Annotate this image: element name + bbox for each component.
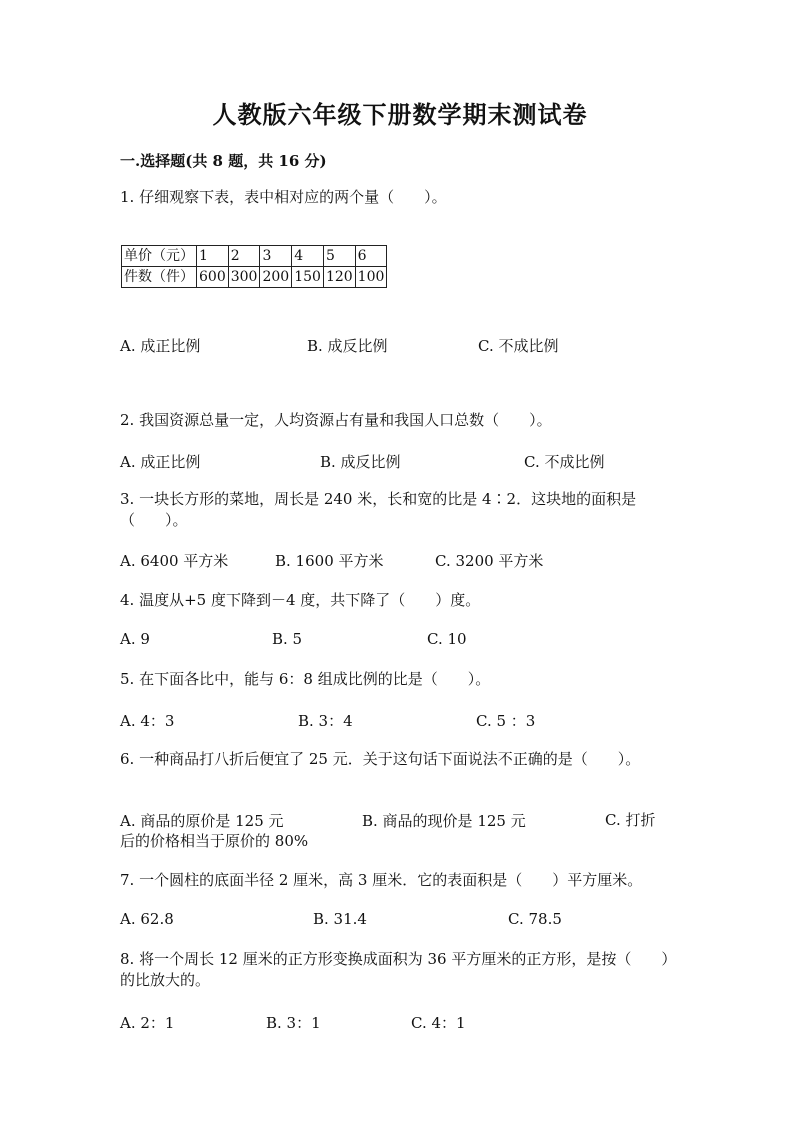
question-3: 3. 一块长方形的菜地，周长是 240 米，长和宽的比是 4∶2．这块地的面积是（ ）。 — [120, 490, 637, 529]
table-cell: 100 — [355, 267, 387, 288]
option-a: A. 商品的原价是 125 元 — [120, 812, 284, 830]
table-cell: 300 — [228, 267, 260, 288]
table-cell: 600 — [197, 267, 229, 288]
table-cell: 4 — [292, 246, 324, 267]
option-c: C. 78.5 — [508, 910, 562, 928]
question-8: 8. 将一个周长 12 厘米的正方形变换成面积为 36 平方厘米的正方形，是按（ ）的比放大的。 — [120, 950, 677, 989]
price-quantity-table — [121, 245, 387, 288]
option-b: B. 成反比例 — [307, 337, 388, 355]
question-6: 6. 一种商品打八折后便宜了 25 元．关于这句话下面说法不正确的是（ ）。 — [120, 750, 641, 768]
option-c: C. 4：1 — [411, 1014, 466, 1032]
option-c: C. 打折后的价格相当于原价的 80% — [120, 811, 656, 850]
table-cell: 件数（件） — [122, 267, 197, 288]
option-b: B. 3：4 — [298, 712, 353, 730]
option-b: B. 5 — [272, 630, 303, 648]
option-a: A. 2：1 — [120, 1014, 175, 1032]
option-b: B. 31.4 — [313, 910, 367, 928]
table-cell: 单价（元） — [122, 246, 197, 267]
option-b: B. 1600 平方米 — [275, 552, 384, 570]
table-cell: 120 — [323, 267, 355, 288]
option-b: B. 商品的现价是 125 元 — [362, 812, 526, 830]
table-cell: 200 — [260, 267, 292, 288]
option-b: B. 成反比例 — [320, 453, 401, 471]
option-c: C. 3200 平方米 — [435, 552, 544, 570]
option-a: A. 4：3 — [120, 712, 175, 730]
table-row — [122, 267, 387, 288]
option-c: C. 5 ：3 — [476, 712, 536, 730]
option-c: C. 不成比例 — [478, 337, 559, 355]
table-cell: 3 — [260, 246, 292, 267]
option-a: A. 6400 平方米 — [120, 552, 229, 570]
table-cell: 2 — [228, 246, 260, 267]
table-cell: 6 — [355, 246, 387, 267]
option-c: C. 不成比例 — [524, 453, 605, 471]
option-a: A. 62.8 — [120, 910, 174, 928]
question-2: 2. 我国资源总量一定，人均资源占有量和我国人口总数（ ）。 — [120, 411, 552, 429]
option-a: A. 成正比例 — [120, 453, 201, 471]
question-4: 4. 温度从+5 度下降到－4 度，共下降了（ ）度。 — [120, 591, 481, 609]
section-heading: 一.选择题(共 8 题，共 16 分) — [120, 152, 327, 170]
table-cell: 5 — [323, 246, 355, 267]
option-c: C. 10 — [427, 630, 467, 648]
option-b: B. 3：1 — [266, 1014, 321, 1032]
table-cell: 1 — [197, 246, 229, 267]
question-1: 1. 仔细观察下表，表中相对应的两个量（ ）。 — [120, 188, 447, 206]
page-title: 人教版六年级下册数学期末测试卷 — [212, 100, 588, 129]
question-7: 7. 一个圆柱的底面半径 2 厘米，高 3 厘米．它的表面积是（ ）平方厘米。 — [120, 871, 643, 889]
table-cell: 150 — [292, 267, 324, 288]
question-5: 5. 在下面各比中，能与 6：8 组成比例的比是（ ）。 — [120, 670, 491, 688]
option-a: A. 成正比例 — [120, 337, 201, 355]
option-a: A. 9 — [120, 630, 150, 648]
table-row — [122, 246, 387, 267]
